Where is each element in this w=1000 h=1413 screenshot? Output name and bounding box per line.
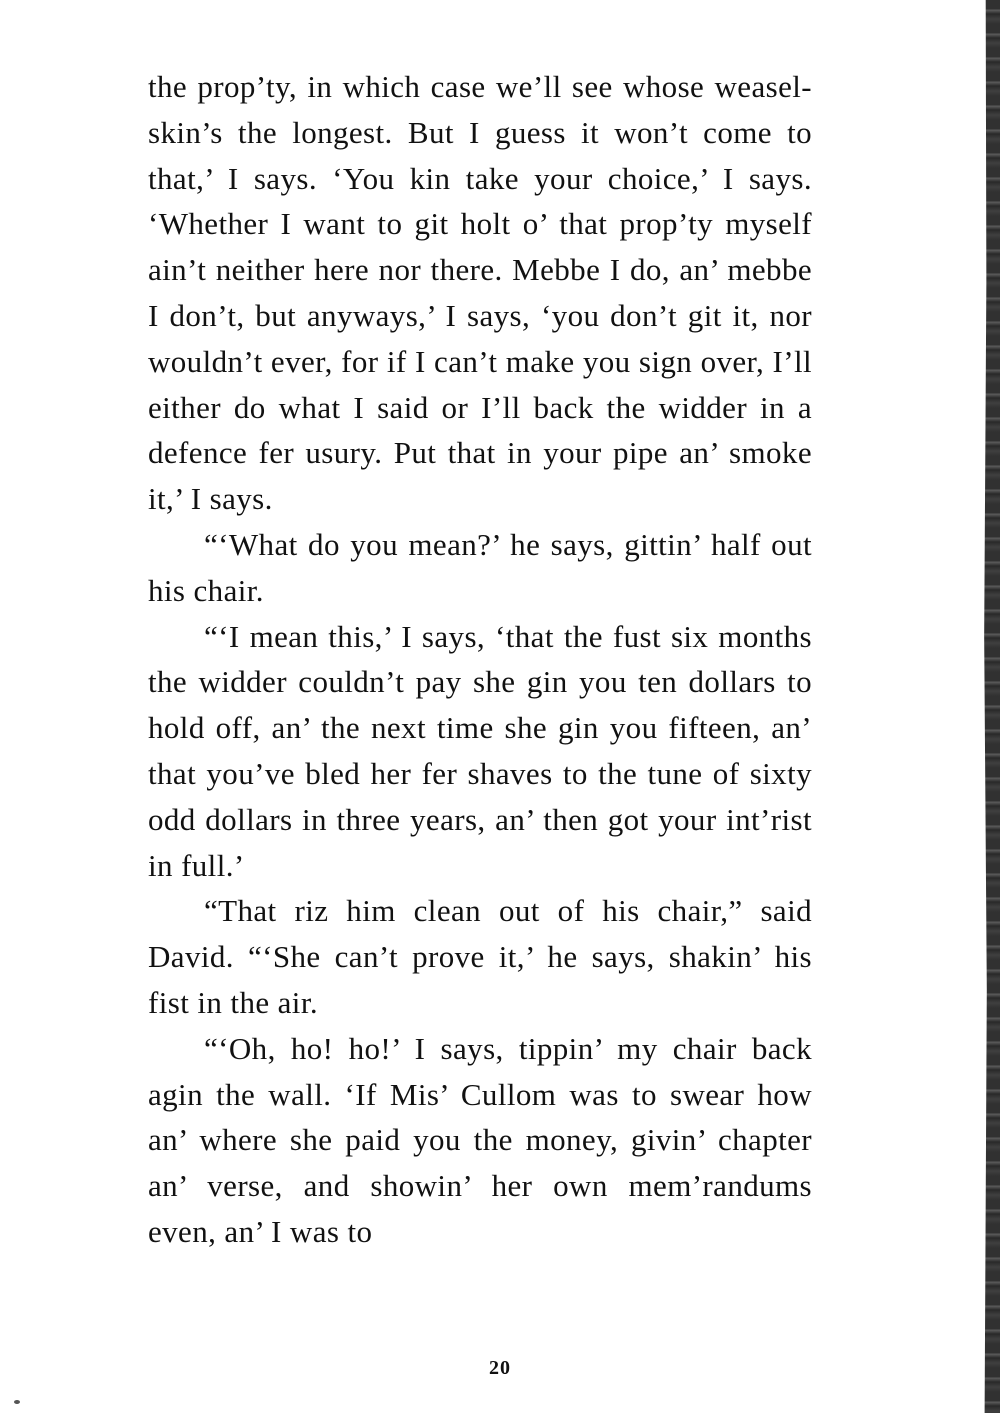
paragraph-3: “‘I mean this,’ I says, ‘that the fust six months the widder couldn’t pay she gin you ten dollars to hold off, an’ the next time she gin you fifteen, an’ that you’ve bled her fer shaves to the tune of sixty odd dollars in three years, an’ then got your int’rist in full.’ (148, 618, 812, 883)
body-text (148, 64, 812, 1255)
page-number: 20 (489, 1357, 511, 1379)
paragraph-5: “‘Oh, ho! ho!’ I says, tippin’ my chair back agin the wall. ‘If Mis’ Cullom was to swear how an’ where she paid you the money, givin’ chapter an’ verse, and showin’ her own mem’randums even, an’ I was to (148, 1030, 812, 1249)
paragraph-1: the prop’ty, in which case we’ll see whose weasel-skin’s the longest. But I guess it won’t come to that,’ I says. ‘You kin take your choice,’ I says. ‘Whether I want to git holt o’ that prop’ty myself ain’t neither here nor there. Mebbe I do, an’ mebbe I don’t, but anyways,’ I says, ‘you don’t git it, nor wouldn’t ever, for if I can’t make you sign over, I’ll either do what I said or I’ll back the widder in a defence fer usury. Put that in your pipe an’ smoke it,’ I says. (148, 69, 812, 517)
scan-speck (14, 1400, 20, 1404)
scan-edge-shadow (978, 0, 1000, 1413)
paragraph-2: “‘What do you mean?’ he says, gittin’ half out his chair. (148, 526, 812, 608)
paragraph-4: “That riz him clean out of his chair,” said David. “‘She can’t prove it,’ he says, shakin’ his fist in the air. (148, 893, 812, 1020)
